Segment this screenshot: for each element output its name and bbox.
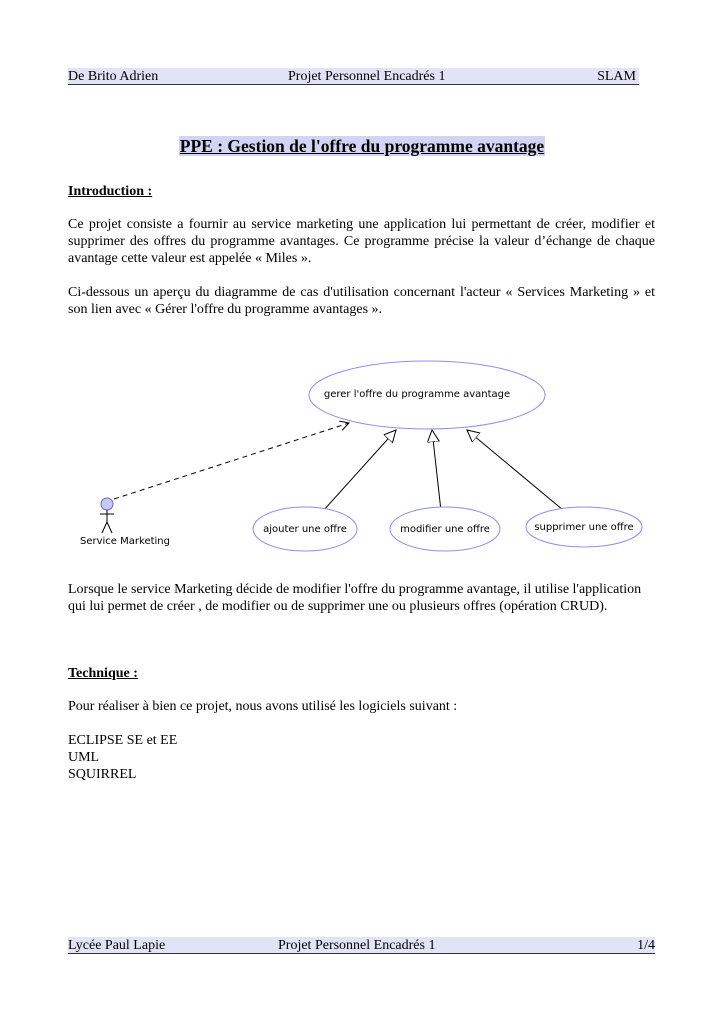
introduction-heading: Introduction :	[68, 184, 153, 199]
page-footer	[68, 937, 655, 954]
generalization-ajouter	[323, 430, 396, 511]
technique-intro: Pour réaliser à bien ce projet, nous avons utilisé les logiciels suivant :	[68, 699, 458, 714]
tools-list	[68, 732, 177, 783]
crud-paragraph: Lorsque le service Marketing décide de modifier l'offre du programme avantage, il utilise l'application qui lui permet de créer , de modifier ou de supprimer une ou plusieurs offres (opération CRUD).	[68, 582, 642, 614]
header-option: SLAM	[597, 69, 636, 84]
footer-page-number: 1/4	[637, 938, 655, 953]
header-project: Projet Personnel Encadrés 1	[288, 69, 446, 84]
tool-item: SQUIRREL	[68, 767, 137, 782]
tool-item: ECLIPSE SE et EE	[68, 733, 178, 748]
introduction-paragraph-1: Ce projet consiste a fournir au service marketing une application lui permettant de créer, modifier et supprimer des offres du programme avantages. Ce programme précise la valeur d’échange de chaque avantage cette valeur est appelée « Miles ».	[68, 217, 655, 266]
use-case-modifier-label: modifier une offre	[400, 524, 490, 535]
use-case-supprimer-label: supprimer une offre	[534, 522, 634, 533]
introduction-paragraph-2: Ci-dessous un aperçu du diagramme de cas d'utilisation concernant l'acteur « Services Marketing » et son lien avec « Gérer l'offre du programme avantages ».	[68, 285, 655, 317]
document-title-text: PPE : Gestion de l'offre du programme avantage	[179, 136, 545, 156]
generalization-supprimer	[467, 430, 563, 510]
technique-heading: Technique :	[68, 666, 138, 681]
footer-project: Projet Personnel Encadrés 1	[278, 938, 436, 953]
actor-icon	[100, 498, 114, 533]
tool-item: UML	[68, 750, 100, 765]
main-use-case-label: gerer l'offre du programme avantage	[323, 389, 511, 400]
header-author: De Brito Adrien	[68, 69, 159, 84]
association-line	[114, 423, 349, 499]
generalization-modifier	[432, 430, 441, 511]
footer-school: Lycée Paul Lapie	[68, 938, 166, 953]
actor-label: Service Marketing	[80, 536, 170, 547]
use-case-ajouter-label: ajouter une offre	[263, 524, 347, 535]
